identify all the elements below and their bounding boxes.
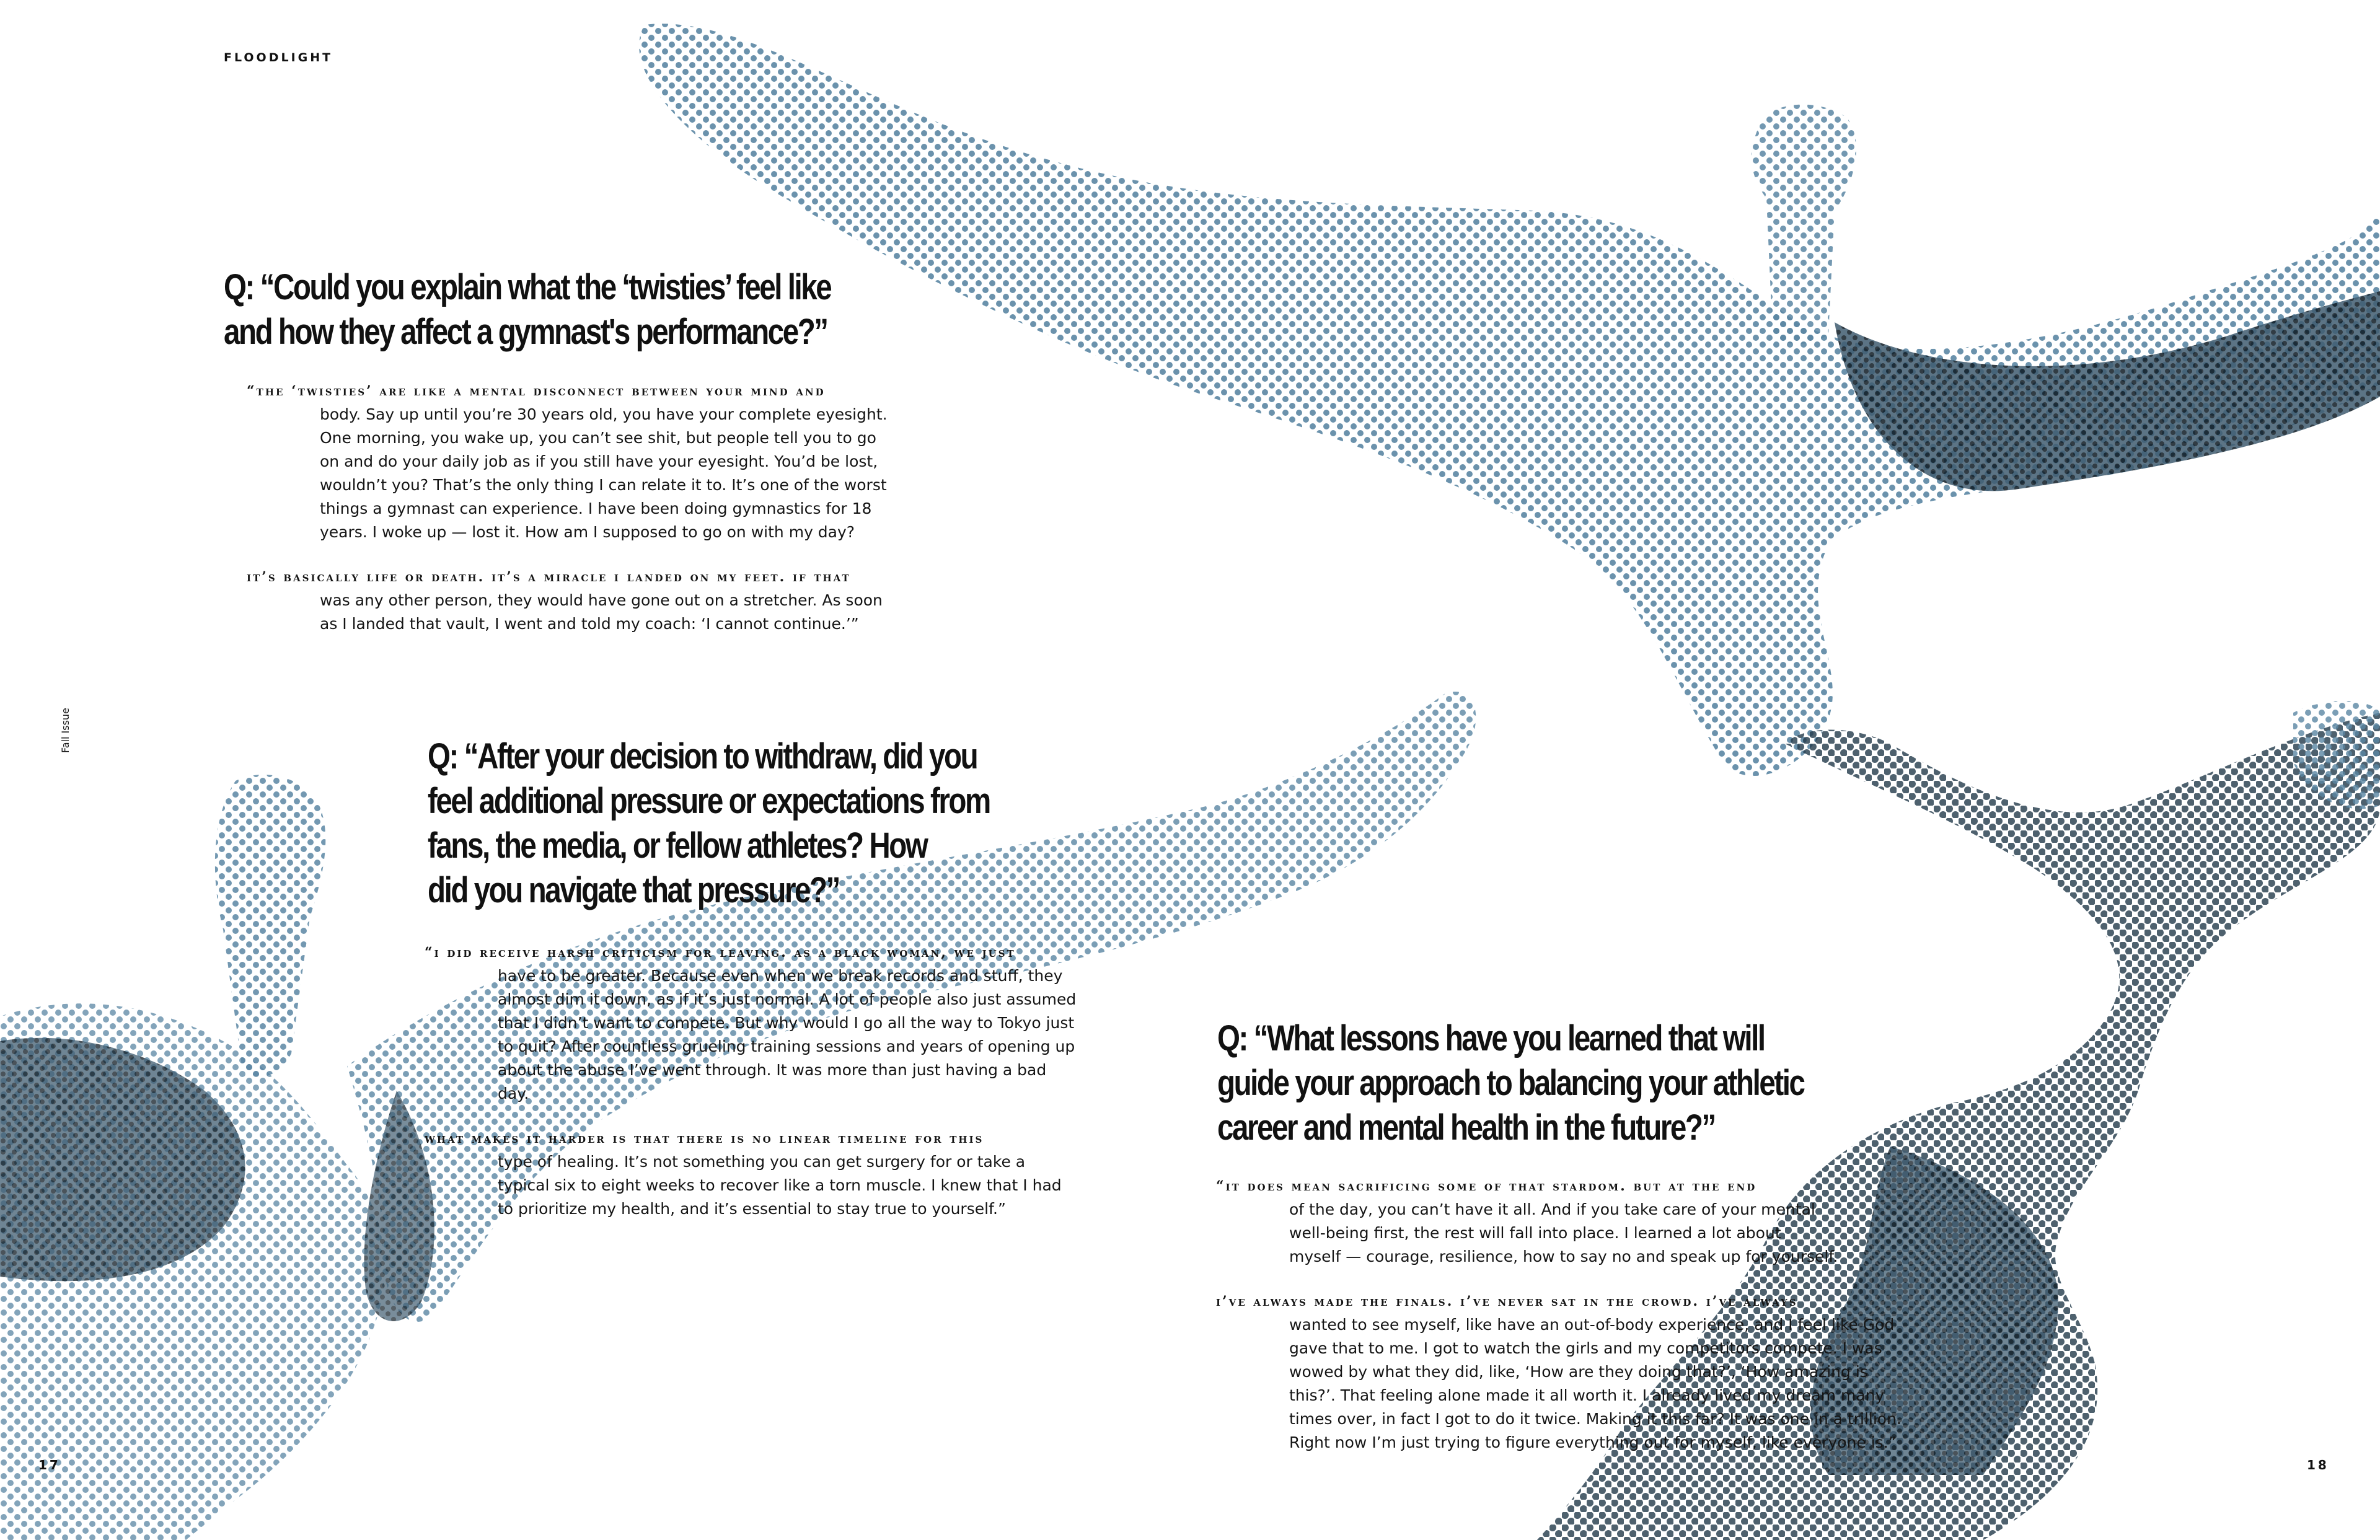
answer-lead: it’s basically life or death. it’s a miracle i landed on my feet. if that xyxy=(247,569,851,585)
answer-paragraph xyxy=(425,941,1082,1106)
answer-lead: i’ve always made the finals. i’ve never sat in the crowd. i’ve always xyxy=(1216,1293,1798,1309)
answer-body: of the day, you can’t have it all. And if you take care of your mental well-being first, the rest will fall into place. I learned a lot about myself — courage, resilience, how to say no and speak up for yourself. xyxy=(1289,1200,1838,1265)
answer-block-1 xyxy=(247,379,916,657)
qa-block-1 xyxy=(224,265,964,354)
answer-body: was any other person, they would have gone out on a stretcher. As soon as I landed that vault, I went and told my coach: ‘I cannot continue.’” xyxy=(320,591,883,633)
qa-block-2 xyxy=(428,734,1113,913)
page-number-right: 18 xyxy=(2307,1458,2329,1472)
answer-block-2 xyxy=(425,941,1082,1242)
answer-body: wanted to see myself, like have an out-of-body experience, and I feel like God gave that to me. I got to watch the girls and my competitors compete. I was wowed by what they did, like, ‘How are they doing that?’, ‘How amazing is this?’. That feeling alone made it all worth it. I already lived my dream many times over, in fact I got to do it twice. Making it this far? It was one in a trillion. Right now I’m just trying to figure everything out for myself, like everyone is.” xyxy=(1289,1316,1902,1451)
answer-paragraph xyxy=(1216,1174,1910,1269)
answer-paragraph xyxy=(247,565,916,636)
answer-paragraph xyxy=(247,379,916,544)
answer-lead: “the ‘twisties’ are like a mental disconnect between your mind and xyxy=(247,383,826,399)
answer-lead: “it does mean sacrificing some of that stardom. but at the end xyxy=(1216,1178,1757,1194)
question-heading: Q: “What lessons have you learned that will guide your approach to balancing your athletic career and mental health in the future?” xyxy=(1217,1018,1804,1148)
qa-block-3 xyxy=(1217,1016,1933,1150)
answer-lead: “i did receive harsh criticism for leaving. as a black woman, we just xyxy=(425,944,1016,961)
answer-block-3 xyxy=(1216,1174,1910,1476)
page-number-left: 17 xyxy=(38,1458,61,1472)
answer-lead: what makes it harder is that there is no linear timeline for this xyxy=(425,1130,984,1146)
issue-label: Fall Issue xyxy=(60,708,71,753)
answer-body: type of healing. It’s not something you can get surgery for or take a typical six to eight weeks to recover like a torn muscle. I knew that I had to prioritize my health, and it’s essential to stay true to yourself.” xyxy=(498,1153,1062,1218)
answer-body: have to be greater. Because even when we break records and stuff, they almost dim it down, as if it’s just normal. A lot of people also just assumed that I didn’t want to compete. But why would I go all the way to Tokyo just to quit? After countless grueling training sessions and years of opening up about the abuse I’ve went through. It was more than just having a bad day. xyxy=(498,967,1077,1102)
answer-paragraph xyxy=(425,1127,1082,1221)
question-heading: Q: “After your decision to withdraw, did you feel additional pressure or expectations from fans, the media, or fellow athletes? How did you navigate that pressure?” xyxy=(428,736,990,910)
answer-body: body. Say up until you’re 30 years old, you have your complete eyesight. One morning, you wake up, you can’t see shit, but people tell you to go on and do your daily job as if you still have your eyesight. You’d be lost, wouldn’t you? That’s the only thing I can relate it to. It’s one of the worst things a gymnast can experience. I have been doing gymnastics for 18 years. I woke up — lost it. How am I supposed to go on with my day? xyxy=(320,405,888,541)
section-label: FLOODLIGHT xyxy=(224,51,333,64)
answer-paragraph xyxy=(1216,1290,1910,1454)
question-heading: Q: “Could you explain what the ‘twisties’ feel like and how they affect a gymnast's performance?” xyxy=(224,267,831,352)
